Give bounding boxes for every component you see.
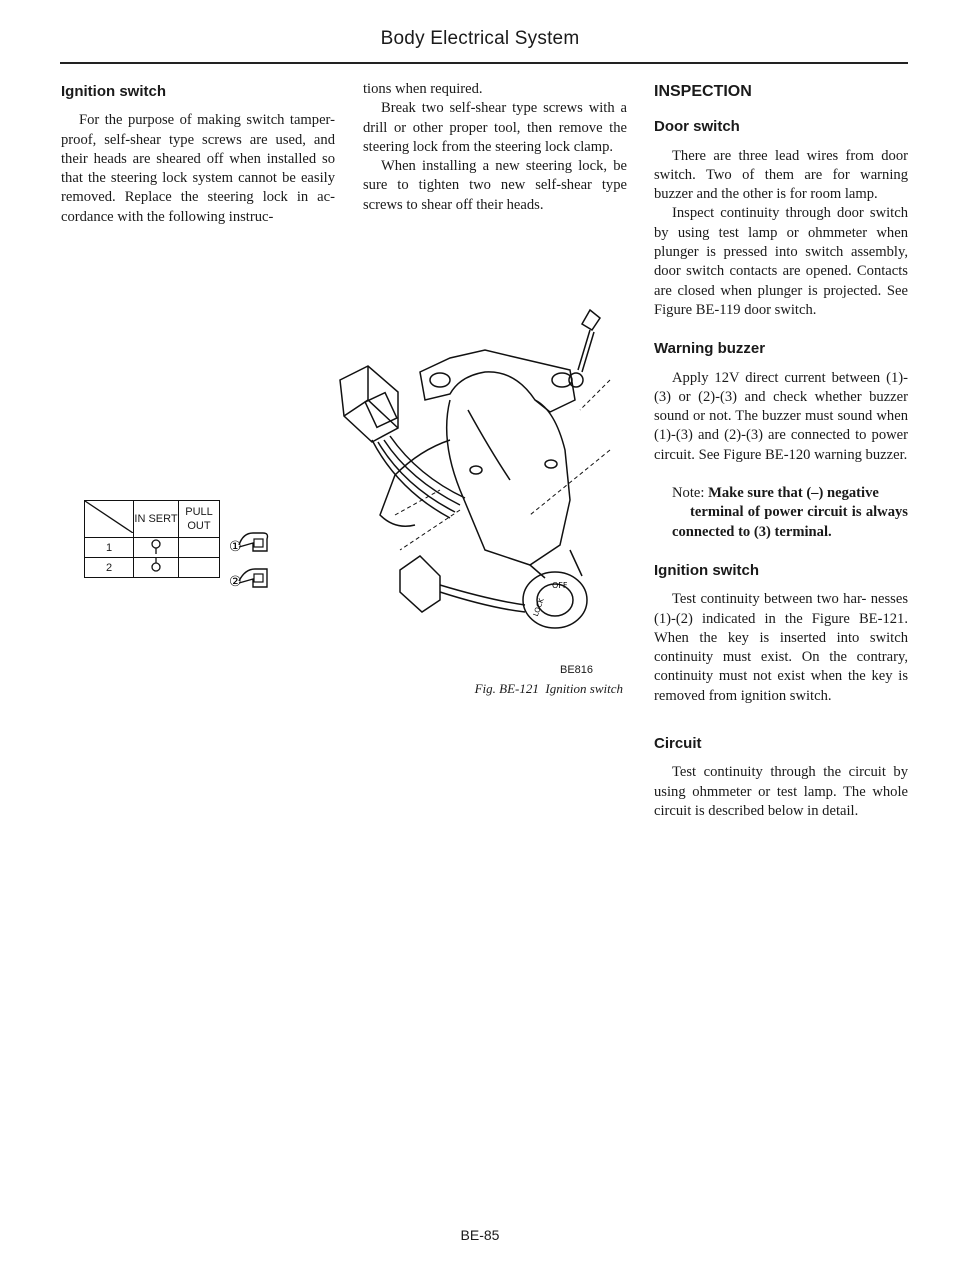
terminal-label-2: ② [229,574,242,590]
paragraph: When installing a new steering lock, be sure to tighten two new self-shear type screws to shear off their heads. [363,158,627,213]
heading-ignition-switch: Ignition switch [61,83,166,100]
heading-inspection: INSPECTION [654,83,752,100]
note-lead: Note: [672,485,705,502]
paragraph: tions when required. [363,81,483,97]
shear-bolt [582,310,600,330]
continuity-circle-icon [146,538,166,554]
note-line: Make sure that (–) negative [708,485,879,502]
terminal-label-1: ① [229,539,242,555]
connector-terminals-diagram [225,525,270,610]
paragraph: Inspect continuity through door switch by using test lamp or ohmmeter when plunger is pressed into switch assembly, door switch contacts are opened. Contacts are closed when plunger is projected. See Figure BE-119 door switch. [654,205,908,318]
page-number: BE-85 [460,1227,500,1243]
table-corner [85,501,134,538]
column-left [61,82,335,227]
note-rest: terminal of power circuit is always connected to (3) terminal. [672,504,908,540]
figure-code: BE816 [560,664,594,676]
table-cell-empty [179,538,220,558]
paragraph: There are three lead wires from door switch. Two of them are for warning buzzer and the other is for room lamp. [654,147,908,203]
heading-circuit: Circuit [654,735,702,753]
continuity-table [84,500,220,578]
key-off-label: OFF [552,581,568,590]
switch-connector [400,556,440,612]
table-row-label: 2 [85,558,134,578]
header-rule [60,62,908,64]
heading-ignition-switch-test: Ignition switch [654,561,759,579]
paragraph: Break two self-shear type screws with a drill or other proper tool, then remove the steering lock from the steering lock clamp. [363,100,627,155]
paragraph: For the purpose of making switch tamper-proof, self-shear type screws are used, and their heads are sheared off when installed so that the steering lock system cannot be easily removed. Replace the steering lock in ac- cordance with the following instruc- [61,112,335,225]
column-right [654,82,908,821]
page-header: Body Electrical System [380,28,580,49]
table-cell-empty [179,558,220,578]
table-row-label: 1 [85,538,134,558]
table-header-pullout: PULL OUT [179,501,220,538]
figure-number: Fig. BE-121 [474,681,539,696]
ignition-switch-illustration [300,300,630,660]
note [654,484,908,542]
diagonal-line-icon [85,501,133,533]
heading-warning-buzzer: Warning buzzer [654,340,766,358]
connector-block [340,366,398,442]
paragraph: Test continuity through the circuit by using ohmmeter or test lamp. The whole circuit is described below in detail. [654,764,908,819]
figure-caption [450,681,623,697]
steering-lock-body [447,400,570,565]
key-lock-label: LOCK [531,597,546,618]
heading-door-switch: Door switch [654,118,740,136]
continuity-mark [134,538,179,558]
continuity-circle-icon [146,558,166,574]
paragraph: Apply 12V direct current between (1)-(3) or (2)-(3) and check whether buzzer sound or not. The buzzer must sound when (1)-(3) and (2)-(3) are connected to power circuit. See Figure BE-120 warning buzzer. [654,369,908,463]
continuity-mark [134,558,179,578]
figure-title: Ignition switch [545,681,623,696]
table-header-insert: IN SERT [134,501,179,538]
paragraph: Test continuity between two har- nesses (1)-(2) indicated in the Figure BE-121. When the key is inserted into switch continuity must exist. On the contrary, continuity must not exist when the key is removed from ignition switch. [654,591,908,704]
column-middle [363,80,627,215]
